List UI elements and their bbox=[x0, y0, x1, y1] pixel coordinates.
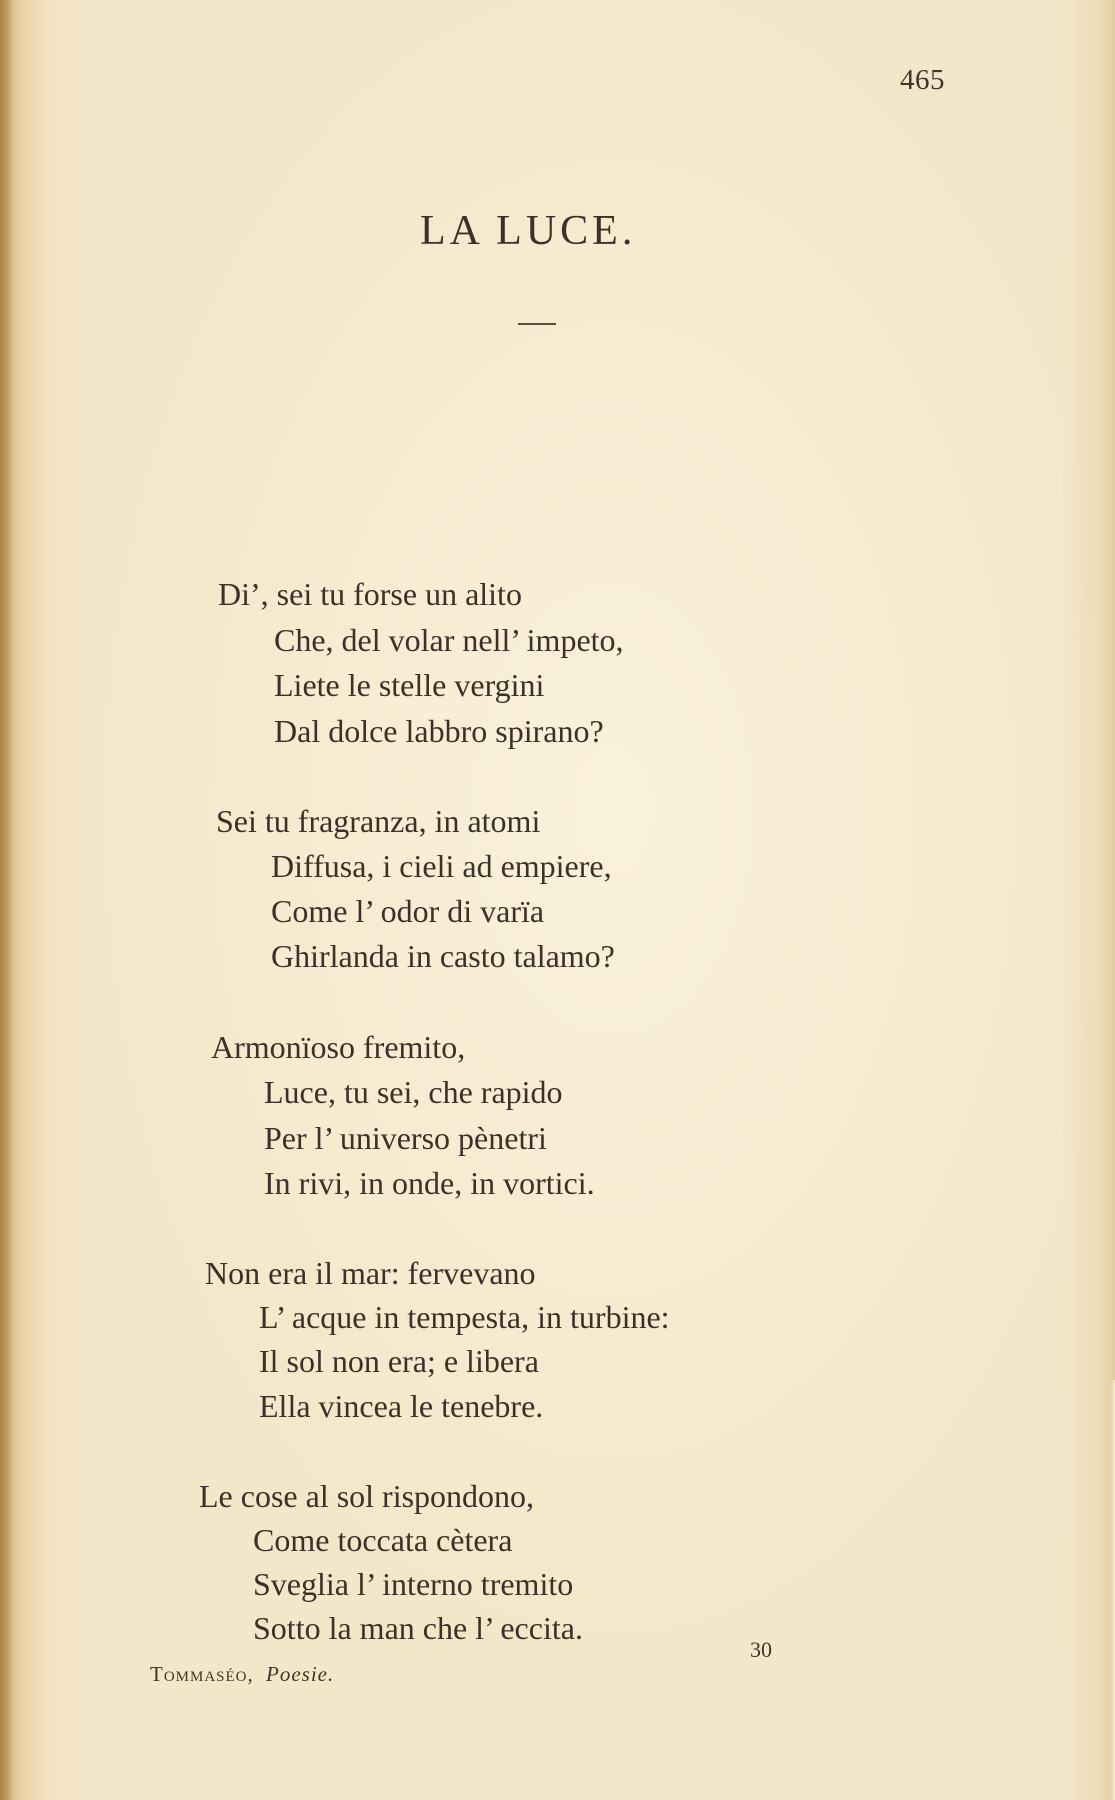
poem-line: Luce, tu sei, che rapido bbox=[264, 1074, 563, 1110]
running-footer bbox=[150, 1662, 334, 1687]
footer-work-title: Poesie. bbox=[266, 1662, 335, 1686]
poem-line: Che, del volar nell’ impeto, bbox=[274, 622, 624, 658]
poem-line: Sveglia l’ interno tremito bbox=[253, 1566, 574, 1602]
poem-line: In rivi, in onde, in vortici. bbox=[264, 1165, 595, 1201]
poem-line: Ghirlanda in casto talamo? bbox=[271, 938, 615, 974]
poem-line: Armonïoso fremito, bbox=[211, 1029, 466, 1065]
poem-line: Liete le stelle vergini bbox=[274, 667, 545, 703]
page-number: 465 bbox=[900, 64, 945, 96]
poem-line: Di’, sei tu forse un alito bbox=[218, 576, 522, 612]
poem-line: Come l’ odor di varïa bbox=[271, 893, 545, 929]
poem-line: Per l’ universo pènetri bbox=[264, 1120, 547, 1156]
poem-line: Come toccata cètera bbox=[253, 1522, 513, 1558]
signature-mark: 30 bbox=[750, 1637, 772, 1662]
poem-line: L’ acque in tempesta, in turbine: bbox=[259, 1299, 670, 1335]
poem-line: Le cose al sol rispondono, bbox=[199, 1478, 535, 1514]
poem-line: Sei tu fragranza, in atomi bbox=[216, 803, 541, 839]
poem-line: Sotto la man che l’ eccita. bbox=[253, 1610, 583, 1646]
poem-line: Dal dolce labbro spirano? bbox=[274, 713, 604, 749]
poem-line: Diffusa, i cieli ad empiere, bbox=[271, 848, 612, 884]
footer-author: Tommaséo, bbox=[150, 1662, 254, 1686]
poem-line: Ella vincea le tenebre. bbox=[259, 1388, 544, 1424]
poem-line: Non era il mar: fervevano bbox=[205, 1255, 536, 1291]
poem-title: LA LUCE. bbox=[420, 208, 637, 254]
poem-line: Il sol non era; e libera bbox=[259, 1343, 539, 1379]
